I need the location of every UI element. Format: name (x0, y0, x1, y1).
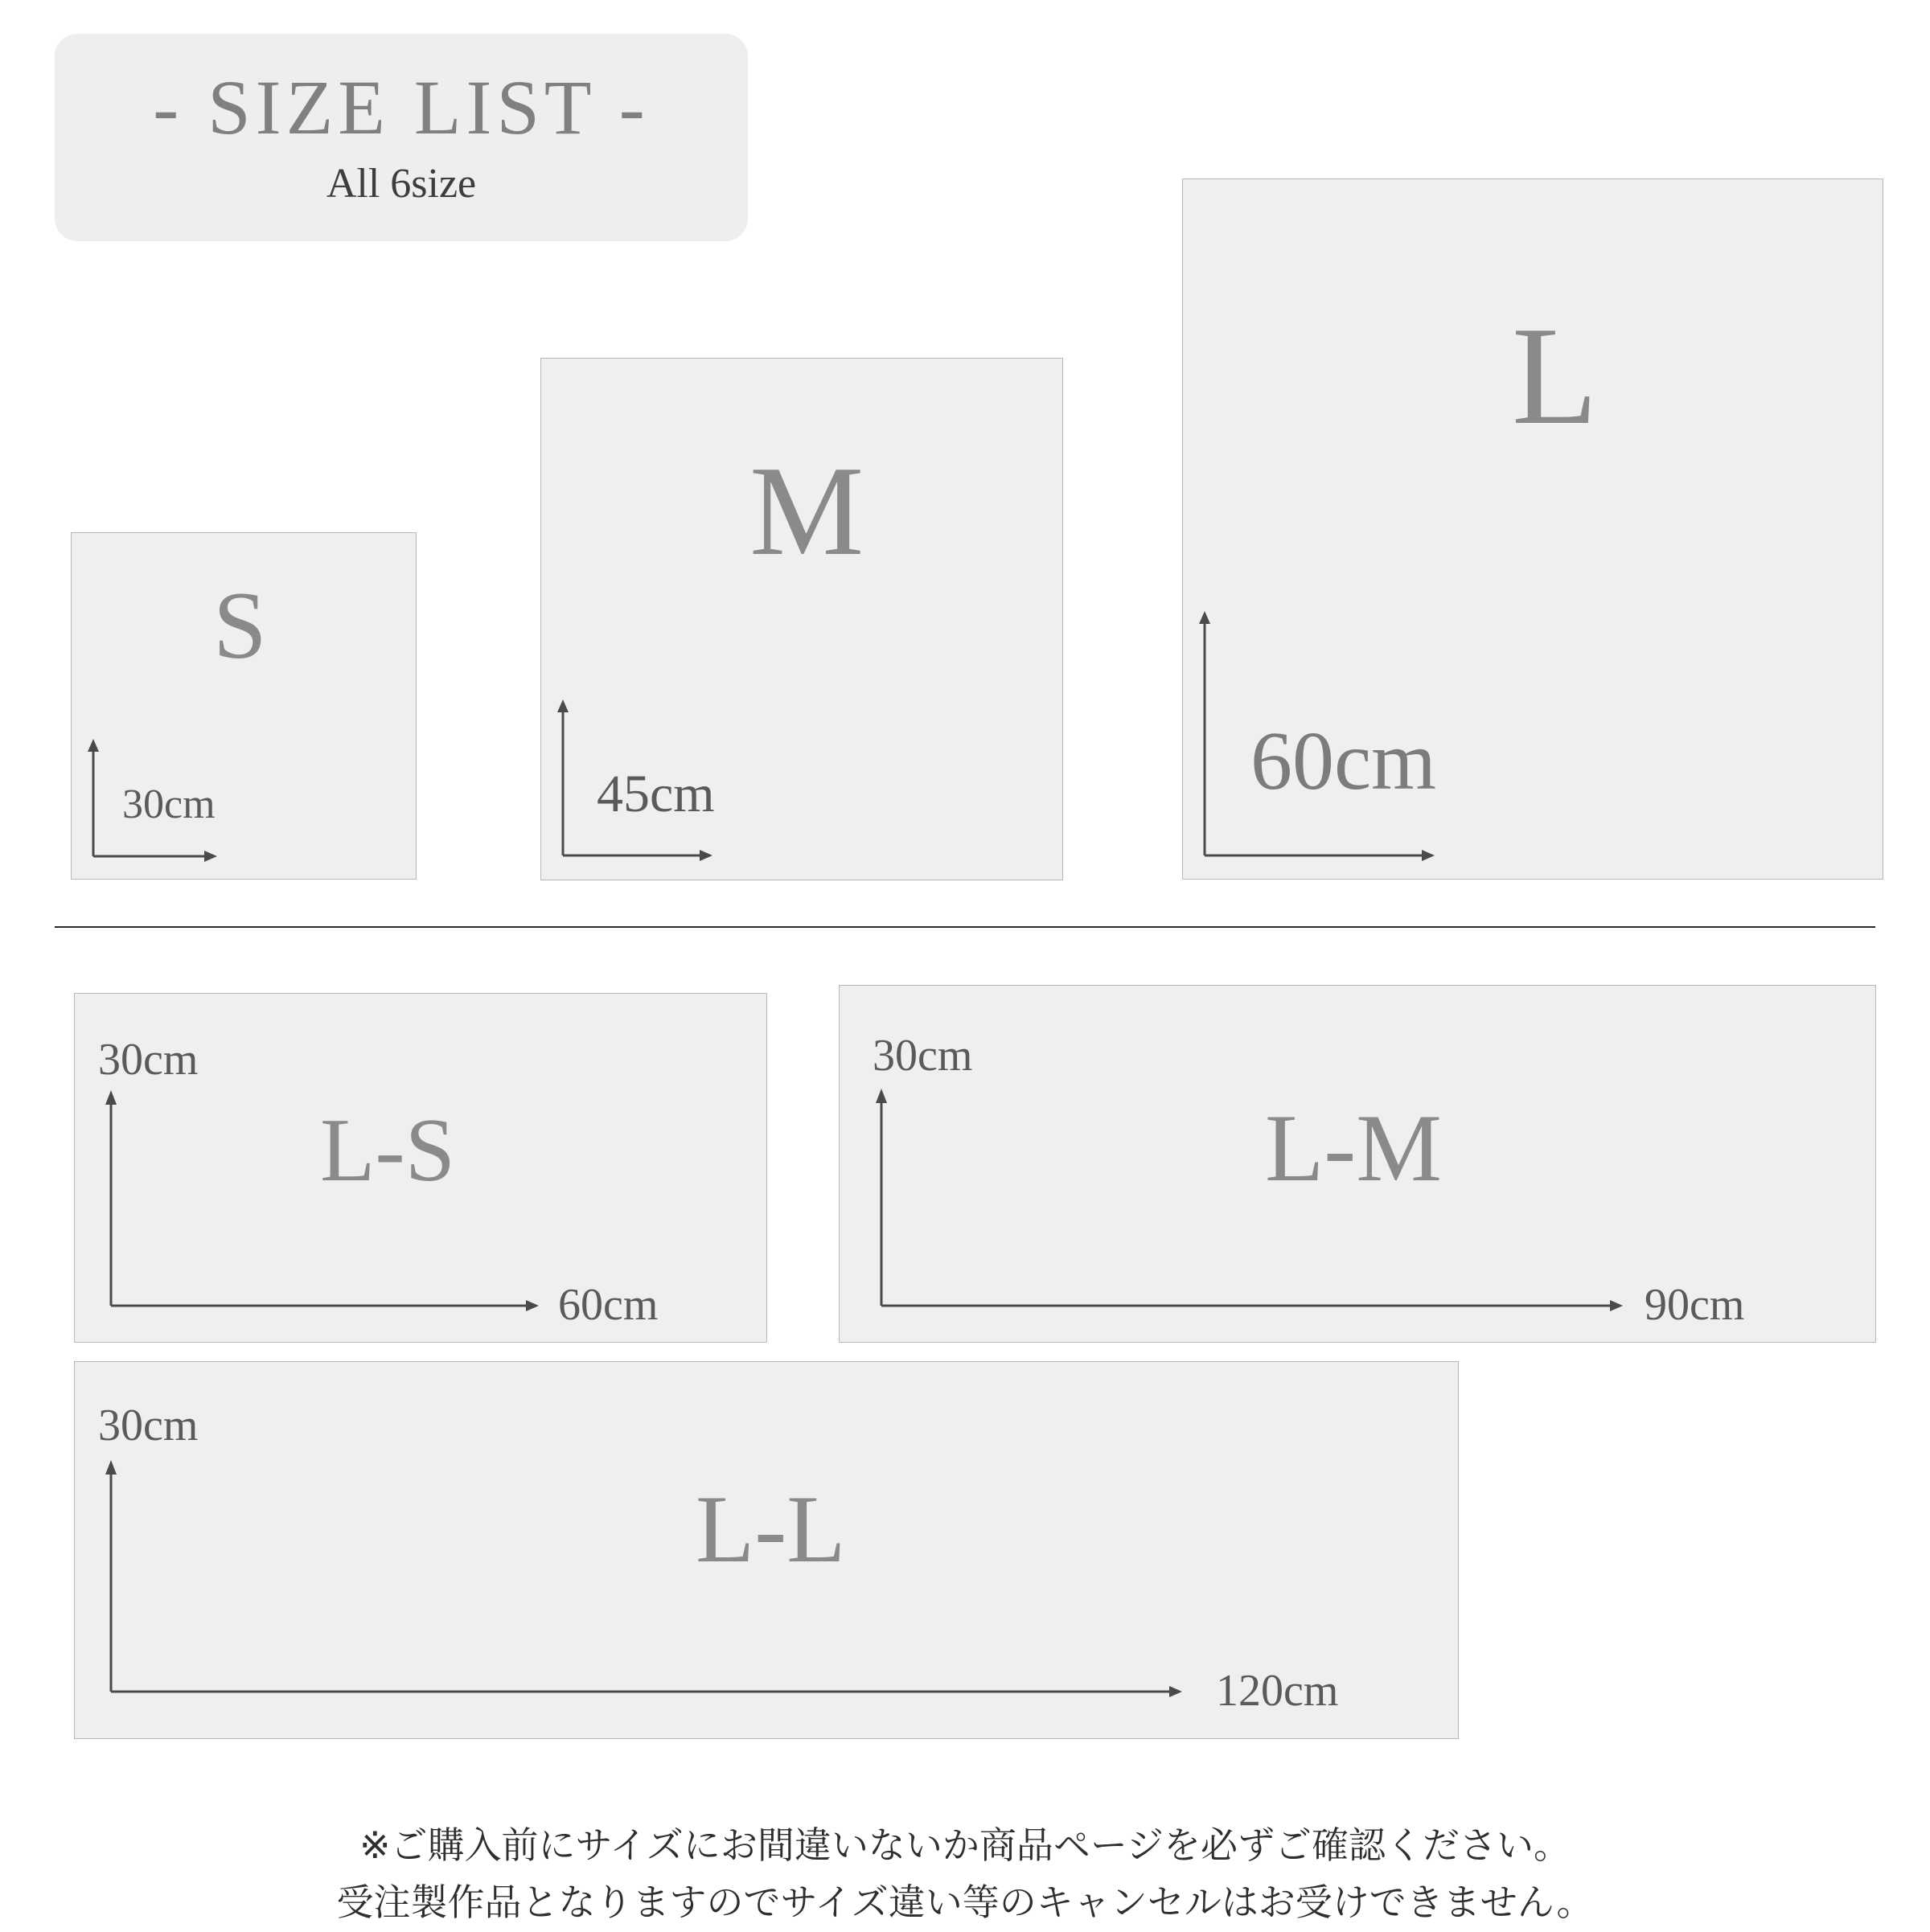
size-m-height-label: 45cm (597, 765, 715, 823)
page-title: - SIZE LIST - (153, 64, 650, 151)
size-l-s-width-label: 60cm (558, 1280, 659, 1330)
size-l-m-width-label: 90cm (1645, 1280, 1745, 1330)
size-l-s-height-label: 30cm (98, 1035, 199, 1085)
size-swatch-l-label: L (1512, 297, 1598, 453)
section-divider (55, 926, 1875, 928)
size-list-header-badge (55, 34, 748, 241)
size-swatch-l-m-label: L-M (1265, 1094, 1442, 1201)
size-l-m-height-label: 30cm (873, 1031, 973, 1081)
size-l-l-width-label: 120cm (1216, 1666, 1339, 1716)
size-s-height-label: 30cm (122, 781, 216, 827)
page-subtitle: All 6size (326, 160, 477, 207)
footer-notes (0, 1817, 1930, 1932)
size-swatch-m-label: M (749, 439, 864, 582)
size-l-height-label: 60cm (1250, 715, 1437, 807)
size-l-l-height-label: 30cm (98, 1401, 199, 1450)
size-swatch-l-s-label: L-S (320, 1101, 455, 1200)
size-swatch-l-l-label: L-L (696, 1475, 846, 1582)
size-swatch-s-label: S (213, 572, 267, 679)
footer-note-line-1: ※ご購入前にサイズにお間違いないか商品ページを必ずご確認ください。 (359, 1823, 1571, 1867)
footer-note-line-2: 受注製作品となりますのでサイズ違い等のキャンセルはお受けできません。 (336, 1881, 1594, 1925)
